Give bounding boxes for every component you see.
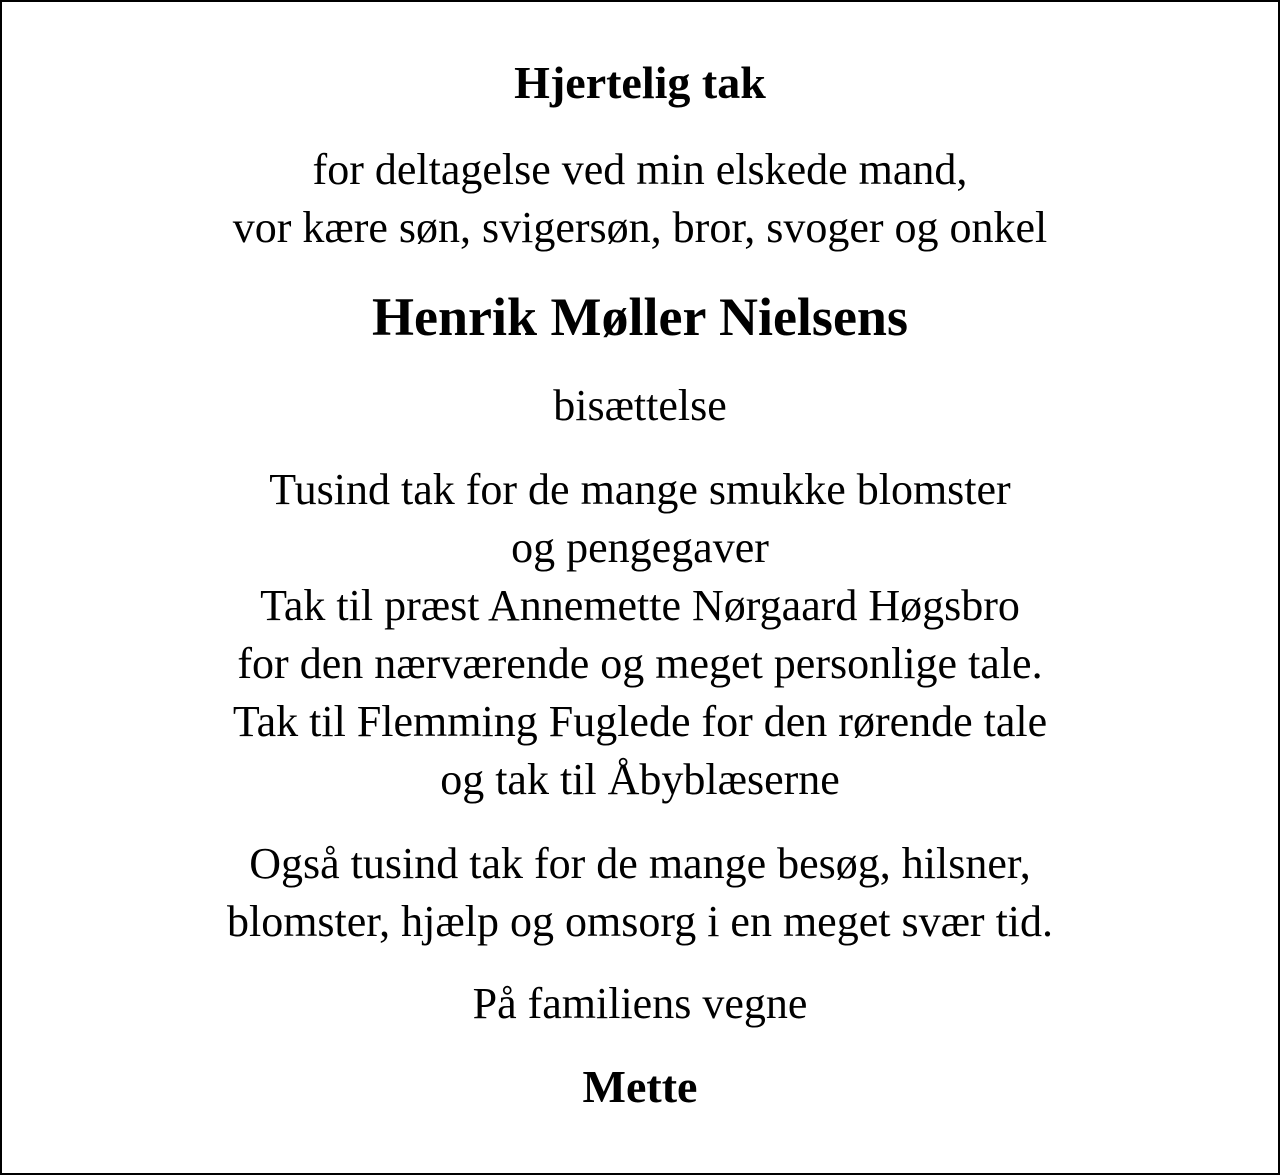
signature: Mette [582,1061,698,1112]
also-thanks-line-2: blomster, hjælp og omsorg i en meget svær tid. [226,897,1054,946]
occasion-text: bisættelse [553,381,727,430]
thanks-line-6: og tak til Åbyblæserne [440,755,840,804]
thanks-line-1: Tusind tak for de mange smukke blomster [269,465,1011,514]
on-behalf-text: På familiens vegne [472,979,808,1028]
also-thanks-line-1: Også tusind tak for de mange besøg, hilsner, [249,839,1031,888]
thanks-line-2: og pengegaver [511,523,769,572]
thanks-line-4: for den nærværende og meget personlige tale. [237,639,1043,688]
intro-line-1: for deltagelse ved min elskede mand, [312,145,968,194]
deceased-name: Henrik Møller Nielsens [372,287,908,347]
thanks-line-5: Tak til Flemming Fuglede for den rørende tale [232,697,1048,746]
thanks-line-3: Tak til præst Annemette Nørgaard Høgsbro [260,581,1020,630]
notice-heading: Hjertelig tak [514,57,766,108]
intro-line-2: vor kære søn, svigersøn, bror, svoger og onkel [232,203,1048,252]
